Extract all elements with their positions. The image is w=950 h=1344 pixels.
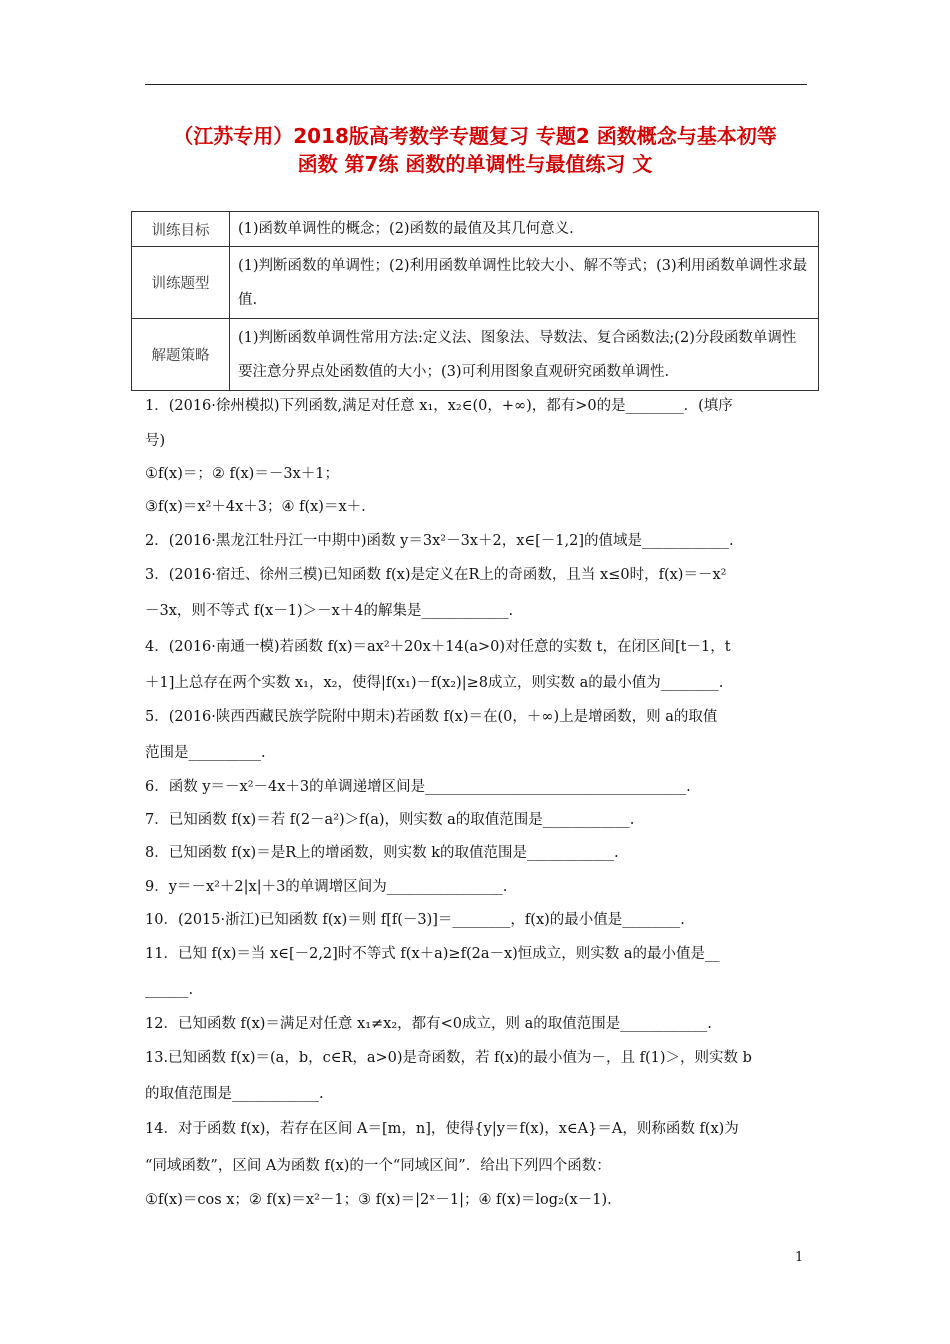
question-line: 8．已知函数 f(x)＝是R上的增函数，则实数 k的取值范围是____________.	[145, 845, 619, 861]
question-line: 号)	[145, 433, 166, 449]
document-title	[130, 122, 820, 178]
question-line: 3．(2016·宿迁、徐州三模)已知函数 f(x)是定义在R上的奇函数，且当 x≤0时，f(x)＝－x²	[145, 567, 727, 583]
table-value: (1)函数单调性的概念；(2)函数的最值及其几何意义.	[230, 212, 819, 247]
question-line: ______.	[145, 982, 194, 998]
question-line: 11．已知 f(x)＝当 x∈[－2,2]时不等式 f(x＋a)≥f(2a－x)恒成立，则实数 a的最小值是__	[145, 946, 720, 962]
question-line: 4．(2016·南通一模)若函数 f(x)＝ax²＋20x＋14(a>0)对任意的实数 t，在闭区间[t－1，t	[145, 639, 731, 655]
question-line: ①f(x)＝cos x；② f(x)＝x²－1；③ f(x)＝|2ˣ－1|；④ f(x)＝log₂(x－1).	[145, 1192, 612, 1208]
table-row	[132, 247, 819, 319]
header-rule	[145, 84, 807, 85]
table-label: 训练题型	[132, 247, 230, 319]
question-line: 13.已知函数 f(x)＝(a，b，c∈R，a>0)是奇函数，若 f(x)的最小值为－，且 f(1)＞，则实数 b	[145, 1050, 752, 1066]
question-line: “同域函数”，区间 A为函数 f(x)的一个“同域区间”．给出下列四个函数：	[145, 1158, 611, 1174]
question-line: 7．已知函数 f(x)＝若 f(2－a²)＞f(a)，则实数 a的取值范围是____________.	[145, 812, 635, 828]
question-line: 9．y＝－x²＋2|x|＋3的单调增区间为________________.	[145, 879, 508, 895]
question-line: 1．(2016·徐州模拟)下列函数,满足对任意 x₁，x₂∈(0，+∞)，都有>0的是________．(填序	[145, 398, 733, 414]
table-value: (1)判断函数的单调性；(2)利用函数单调性比较大小、解不等式；(3)利用函数单调性求最值.	[230, 247, 819, 319]
table-value: (1)判断函数单调性常用方法:定义法、图象法、导数法、复合函数法;(2)分段函数单调性要注意分界点处函数值的大小；(3)可利用图象直观研究函数单调性.	[230, 319, 819, 391]
question-line: 5．(2016·陕西西藏民族学院附中期末)若函数 f(x)＝在(0，＋∞)上是增函数，则 a的取值	[145, 709, 718, 725]
question-line: ＋1]上总存在两个实数 x₁，x₂，使得|f(x₁)－f(x₂)|≥8成立，则实数 a的最小值为________.	[145, 675, 724, 691]
question-line: 6．函数 y＝－x²－4x＋3的单调递增区间是____________________________________.	[145, 779, 691, 795]
table-row	[132, 319, 819, 391]
question-line: －3x，则不等式 f(x－1)＞－x＋4的解集是____________.	[145, 603, 514, 619]
table-label: 解题策略	[132, 319, 230, 391]
table-label: 训练目标	[132, 212, 230, 247]
training-table	[131, 211, 819, 391]
title-line-1: （江苏专用）2018版高考数学专题复习 专题2 函数概念与基本初等	[173, 124, 777, 148]
question-line: 2．(2016·黑龙江牡丹江一中期中)函数 y＝3x²－3x＋2，x∈[－1,2]的值域是____________.	[145, 533, 734, 549]
question-line: 12．已知函数 f(x)＝满足对任意 x₁≠x₂，都有<0成立，则 a的取值范围是____________.	[145, 1016, 712, 1032]
question-line: ①f(x)＝；② f(x)＝－3x＋1；	[145, 466, 339, 482]
title-line-2: 函数 第7练 函数的单调性与最值练习 文	[297, 152, 653, 176]
page-number: 1	[795, 1250, 804, 1265]
question-line: 10．(2015·浙江)已知函数 f(x)＝则 f[f(－3)]＝________，f(x)的最小值是________.	[145, 912, 685, 928]
table-row	[132, 212, 819, 247]
question-line: ③f(x)＝x²＋4x＋3；④ f(x)＝x＋.	[145, 499, 366, 515]
question-line: 14．对于函数 f(x)，若存在区间 A＝[m，n]，使得{y|y＝f(x)，x∈A}＝A，则称函数 f(x)为	[145, 1121, 739, 1137]
question-line: 的取值范围是____________.	[145, 1086, 324, 1102]
question-line: 范围是__________.	[145, 745, 266, 761]
